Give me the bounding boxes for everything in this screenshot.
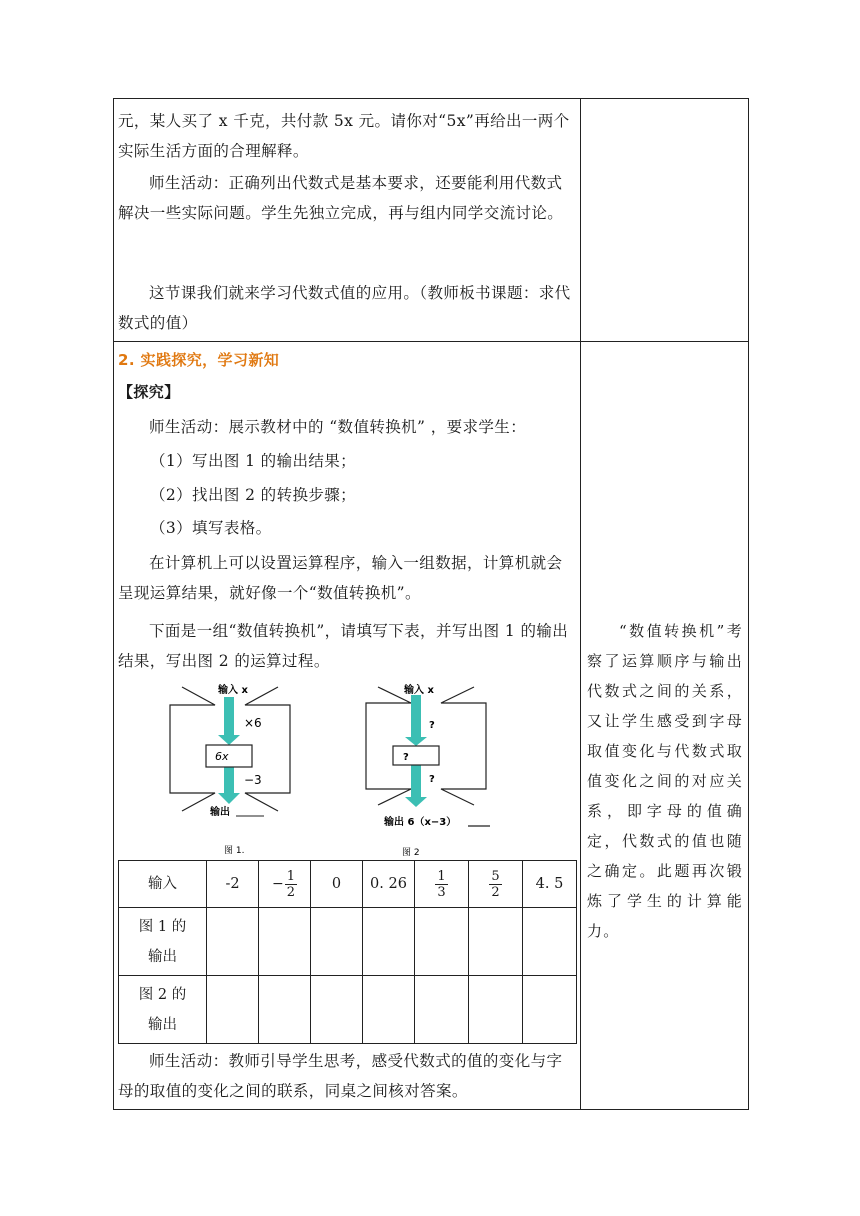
section-heading: 2. 实践探究，学习新知 xyxy=(118,351,280,369)
figure-1-caption: 图 1. xyxy=(224,846,245,855)
figure-2-arrow-top xyxy=(411,695,421,737)
input-output-table xyxy=(118,860,577,1044)
table-header-input: 输入 xyxy=(119,861,207,908)
list-item-2: （2）找出图 2 的转换步骤； xyxy=(150,486,357,504)
table-cell-input-6: $\frac{5}{2}$ xyxy=(469,861,523,908)
figure-2-caption: 图 2 xyxy=(402,848,420,858)
figure-2-arrow-bottom xyxy=(411,765,421,797)
table-cell-input-1: -2 xyxy=(207,861,259,908)
figure-1-arrow-top xyxy=(224,697,234,735)
table-row-figure2 xyxy=(119,976,577,1044)
computer-paragraph: 在计算机上可以设置运算程序，输入一组数据，计算机就会呈现运算结果，就好像一个“数值转换机”。 xyxy=(118,554,563,602)
task-paragraph: 下面是一组“数值转换机”，请填写下表，并写出图 1 的输出结果，写出图 2 的运算过程。 xyxy=(118,622,569,670)
closing-paragraph: 师生活动：教师引导学生思考，感受代数式的值的变化与字母的取值的变化之间的联系，同桌之间核对答案。 xyxy=(118,1052,563,1100)
figure-2-op2: ? xyxy=(429,774,435,785)
list-item-3: （3）填写表格。 xyxy=(150,519,272,537)
figure-1-op2: −3 xyxy=(244,773,262,787)
list-item-1: （1）写出图 1 的输出结果； xyxy=(150,452,357,470)
paragraph-continued: 元，某人买了 x 千克，共付款 5x 元。请你对“5x”再给出一两个实际生活方面的合理解释。 xyxy=(118,112,570,160)
figure-1-output-label: 输出 xyxy=(210,807,230,818)
figure-2 xyxy=(356,683,496,859)
figure-1-input-label: 输入 x xyxy=(218,685,248,696)
table-row-input xyxy=(119,861,577,908)
table-cell-input-2: − $\frac{1}{2}$ xyxy=(259,861,311,908)
figure-2-input-label: 输入 x xyxy=(404,685,434,696)
figure-2-op1: ? xyxy=(429,720,435,731)
table-label-figure2-output: 图 2 的 输出 xyxy=(119,976,207,1044)
figure-1-box xyxy=(206,745,252,767)
paragraph-topic: 这节课我们就来学习代数式值的应用。（教师板书课题：求代数式的值） xyxy=(118,284,571,332)
paragraph-activity: 师生活动：正确列出代数式是基本要求，还要能利用代数式解决一些实际问题。学生先独立完成，再与组内同学交流讨论。 xyxy=(118,174,564,222)
table-cell-input-4: 0. 26 xyxy=(363,861,415,908)
row-divider xyxy=(113,341,749,342)
figure-1-op1: ×6 xyxy=(244,716,262,730)
figure-2-box xyxy=(393,746,439,765)
table-cell-input-3: 0 xyxy=(311,861,363,908)
figure-1-arrow-bottom xyxy=(224,767,234,793)
figure-2-output-label: 输出 6（x−3） xyxy=(384,817,457,828)
figure-1-box-label: 6x xyxy=(215,750,229,763)
intro-text: 师生活动：展示教材中的 “数值转换机” ，要求学生： xyxy=(149,418,527,436)
table-cell-input-5: $\frac{1}{3}$ xyxy=(415,861,469,908)
table-label-figure1-output: 图 1 的 输出 xyxy=(119,908,207,976)
figure-2-box-label: ? xyxy=(403,752,409,763)
explore-tag: 【探究】 xyxy=(118,383,180,401)
side-note-text: “数值转换机”考察了运算顺序与输出代数式之间的关系，又让学生感受到字母取值变化与代数式取值变化之间的对应关系，即字母的值确定，代数式的值也随之确定。此题再次锻炼了学生的计算能力。 xyxy=(587,622,743,940)
table-cell-input-7: 4. 5 xyxy=(523,861,577,908)
table-row-figure1 xyxy=(119,908,577,976)
column-divider xyxy=(580,98,581,1110)
figure-1 xyxy=(160,683,300,855)
side-note xyxy=(587,616,743,946)
